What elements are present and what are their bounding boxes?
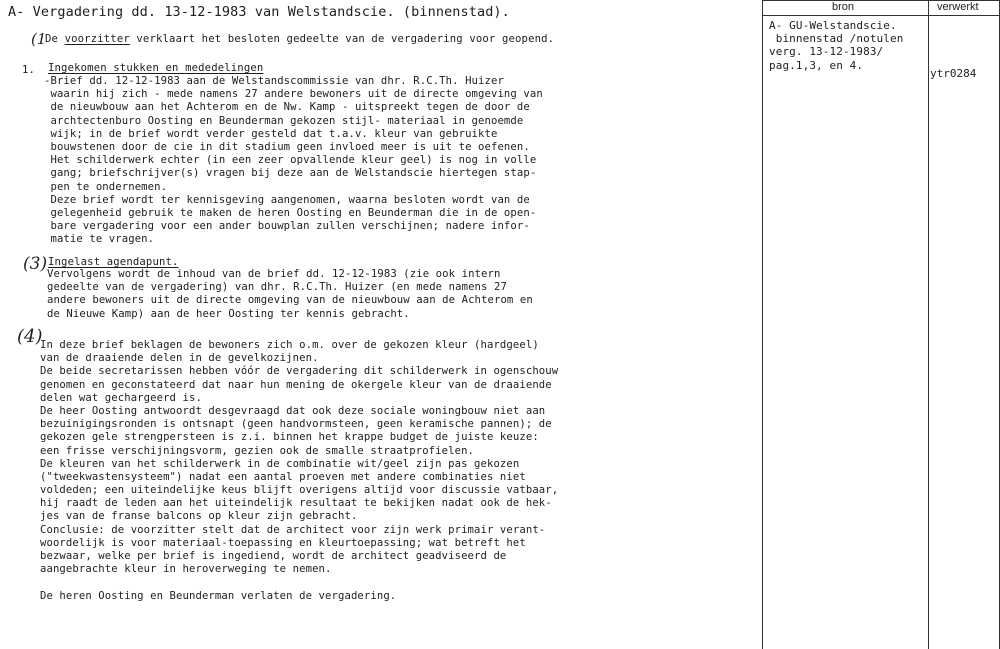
ingekomen-line: bouwstenen door de cie in dit stadium geen invloed meer is uit te oefenen. [44, 140, 530, 153]
ingekomen-line: bare vergadering voor een ander bouwplan zullen verschijnen; nadere infor- [44, 220, 530, 233]
column-header-verwerkt: verwerkt [937, 1, 979, 13]
section-number-1: 1. [22, 64, 36, 76]
table-header-divider [762, 15, 1000, 16]
bespreking-line: bezwaar, welke per brief is ingediend, wordt de architect geadviseerd de [40, 550, 507, 562]
bespreking-line: een frisse verschijningsvorm, gezien ook de smalle straatprofielen. [40, 444, 475, 457]
ingelast-line: de Nieuwe Kamp) aan de heer Oosting ter kennis gebracht. [47, 307, 410, 320]
ingekomen-line: archtectenburo Oosting en Beunderman gekozen stijl- materiaal in genoemde [44, 114, 524, 127]
opening-text-after: verklaart het besloten gedeelte van de vergadering voor geopend. [129, 33, 555, 45]
bespreking-line: De heren Oosting en Beunderman verlaten de vergadering. [40, 589, 397, 602]
handwritten-marker-4: (4) [17, 326, 43, 347]
bespreking-line: De kleuren van het schilderwerk in de combinatie wit/geel zijn pas gekozen [40, 457, 520, 470]
bespreking-line: De heer Oosting antwoordt desgevraagd dat ook deze sociale woningbouw niet aan [40, 404, 546, 417]
ingelast-line: Vervolgens wordt de inhoud van de brief dd. 12-12-1983 (zie ook intern [47, 268, 501, 280]
bespreking-line: delen wat gechargeerd is. [40, 391, 202, 404]
ingelast-line: andere bewoners uit de directe omgeving van de nieuwbouw aan de Achterom en [47, 294, 533, 307]
opening-text-before: De [45, 33, 65, 45]
ingekomen-line: -Brief dd. 12-12-1983 aan de Welstandscommissie van dhr. R.C.Th. Huizer [44, 75, 504, 87]
bespreking-line: gekozen gele strengpersteen is z.i. binnen het krappe budget de juiste keuze: [40, 431, 539, 444]
bespreking-line: In deze brief beklagen de bewoners zich o.m. over de gekozen kleur (hardgeel) [40, 339, 539, 351]
column-header-bron: bron [832, 1, 855, 13]
bespreking-line: Conclusie: de voorzitter stelt dat de architect voor zijn werk primair verant- [40, 523, 546, 536]
ingelast-line: gedeelte van de vergadering) van dhr. R.C.Th. Huizer (en mede namens 27 [47, 281, 507, 294]
ingekomen-line: wijk; in de brief wordt verder gesteld dat t.a.v. kleur van gebruikte [44, 127, 498, 140]
section-body-bespreking [40, 339, 558, 603]
bespreking-line: bezuinigingsronden is ontsnapt (geen handvormsteen, geen keramische pannen); de [40, 418, 552, 431]
ingekomen-line: gang; briefschrijver(s) vragen bij deze aan de Welstandscie hiertegen stap- [44, 167, 537, 180]
section-title-ingekomen: Ingekomen stukken en mededelingen [48, 62, 264, 74]
bespreking-line: ("tweekwastensysteem") nadat een aantal proeven met andere combinaties niet [40, 470, 526, 483]
source-line: verg. 13-12-1983/ [769, 45, 884, 59]
ingekomen-line: gelegenheid gebruik te maken de heren Oosting en Beunderman die in de open- [44, 206, 537, 219]
opening-statement [45, 33, 554, 46]
source-reference [769, 19, 903, 72]
table-border-middle [928, 0, 929, 649]
bespreking-line: jes van de franse balcons op kleur zijn gebracht. [40, 510, 358, 523]
ingekomen-line: pen te ondernemen. [44, 180, 168, 193]
table-border-left [762, 0, 763, 649]
section-title-ingelast: Ingelast agendapunt. [48, 256, 179, 268]
ingekomen-line: Het schilderwerk echter (in een zeer opvallende kleur geel) is nog in volle [44, 154, 537, 167]
section-body-ingekomen [44, 75, 543, 246]
section-body-ingelast [47, 268, 533, 321]
ingekomen-line: de nieuwbouw aan het Achterom en de Nw. Kamp - uitspreekt tegen de door de [44, 101, 530, 114]
bespreking-line: voldeden; een uiteindelijke keus blijft overigens altijd voor discussie vatbaar, [40, 484, 559, 497]
handwritten-marker-1: (1 [31, 30, 47, 48]
bespreking-line: aangebrachte kleur in heroverweging te nemen. [40, 563, 332, 576]
bespreking-line [40, 576, 558, 589]
document-heading: A- Vergadering dd. 13-12-1983 van Welstandscie. (binnenstad). [8, 4, 510, 20]
source-line: A- GU-Welstandscie. [769, 19, 897, 32]
ingekomen-line: matie te vragen. [44, 233, 155, 246]
voorzitter-underlined: voorzitter [64, 33, 130, 45]
bespreking-line: hij raadt de leden aan het uiteindelijk resultaat te bekijken nadat ook de hek- [40, 497, 552, 510]
bespreking-line: van de draaiende delen in de gevelkozijnen. [40, 352, 319, 365]
bespreking-line: woordelijk is voor materiaal-toepassing en kleurtoepassing; wat betreft het [40, 536, 526, 549]
bespreking-line: De beide secretarissen hebben vóór de vergadering dit schilderwerk in ogenschouw [40, 365, 559, 378]
handwritten-marker-3: (3) [23, 254, 48, 274]
source-line: pag.1,3, en 4. [769, 58, 864, 72]
processed-reference: ytr0284 [930, 67, 977, 80]
bespreking-line: genomen en geconstateerd dat naar hun mening de okergele kleur van de draaiende [40, 378, 552, 391]
ingekomen-line: waarin hij zich - mede namens 27 andere bewoners uit de directe omgeving van [44, 88, 543, 101]
source-line: binnenstad /notulen [769, 32, 904, 46]
ingekomen-line: Deze brief wordt ter kennisgeving aangenomen, waarna besloten wordt van de [44, 193, 530, 206]
